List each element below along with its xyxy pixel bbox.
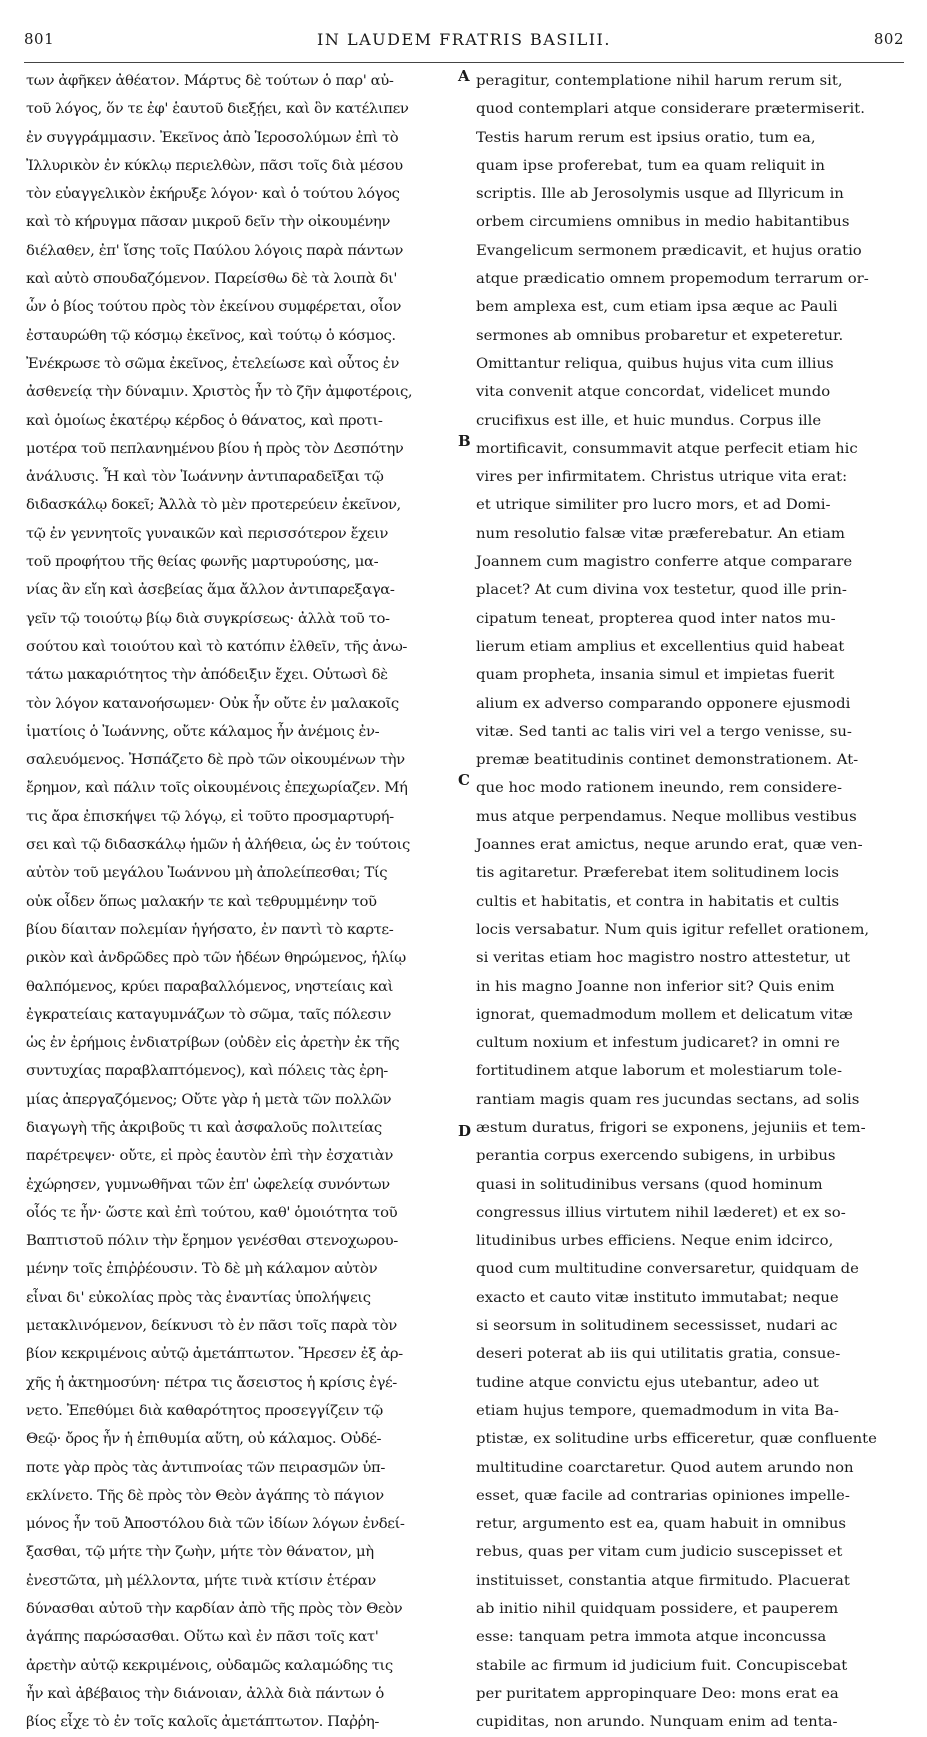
latin-text-line: ab initio nihil quidquam possidere, et pauperem bbox=[476, 1601, 839, 1618]
latin-text-line: Joannem cum magistro conferre atque comparare bbox=[476, 554, 853, 571]
latin-text-line: sermones ab omnibus probaretur et expeteretur. bbox=[476, 327, 844, 344]
latin-text-line: num resolutio falsæ vitæ præferebatur. An etiam bbox=[476, 525, 845, 542]
section-marker-b: B bbox=[458, 432, 471, 450]
greek-text-line: βίου δίαιταν πολεμίαν ἡγήσατο, ἐν παντὶ τὸ καρτε- bbox=[26, 921, 394, 938]
latin-text-line: fortitudinem atque laborum et molestiarum tole- bbox=[476, 1063, 843, 1080]
latin-text-line: rantiam magis quam res jucundas sectans, ad solis bbox=[476, 1091, 860, 1108]
greek-text-line: των ἀφῆκεν ἀθέατον. Μάρτυς δὲ τούτων ὁ παρ' αὐ- bbox=[26, 73, 394, 89]
greek-text-line: ἐν συγγράμμασιν. Ἐκεῖνος ἀπὸ Ἱεροσολύμων ἐπὶ τὸ bbox=[26, 129, 399, 146]
latin-text-line: mortificavit, consummavit atque perfecit etiam hic bbox=[476, 440, 858, 457]
latin-text-line: locis versabatur. Num quis igitur refellet orationem, bbox=[476, 921, 870, 938]
greek-text-line: παρέτρεψεν· οὔτε, εἰ πρὸς ἑαυτὸν ἐπὶ τὴν ἐσχατιὰν bbox=[26, 1148, 393, 1165]
greek-text-line: ἐσταυρώθη τῷ κόσμῳ ἐκεῖνος, καὶ τούτῳ ὁ κόσμος. bbox=[26, 327, 396, 344]
page-number-left: 801 bbox=[24, 30, 55, 48]
greek-text-line: ἔρημον, καὶ πάλιν τοῖς οἰκουμένοις ἐπεχωρίαζεν. Μή bbox=[26, 780, 408, 797]
greek-text-line: διδασκάλῳ δοκεῖ; Ἀλλὰ τὸ μὲν προτερεύειν ἐκεῖνον, bbox=[26, 497, 401, 514]
greek-text-line: ποτε γὰρ πρὸς τὰς ἀντιπνοίας τῶν πειρασμῶν ὑπ- bbox=[26, 1459, 385, 1476]
latin-text-line: retur, argumento est ea, quam habuit in omnibus bbox=[476, 1516, 847, 1533]
latin-text-line: exacto et cauto vitæ instituto immutabat; neque bbox=[476, 1289, 839, 1306]
latin-text-line: quam ipse proferebat, tum ea quam reliquit in bbox=[476, 157, 825, 174]
greek-text-line: ἀγάπης παρώσασθαι. Οὕτω καὶ ἐν πᾶσι τοῖς κατ' bbox=[26, 1629, 379, 1646]
latin-text-line: quam propheta, insania simul et impietas fuerit bbox=[476, 667, 835, 684]
greek-text-line: ἦν καὶ ἀβέβαιος τὴν διάνοιαν, ἀλλὰ διὰ πάντων ὁ bbox=[26, 1685, 384, 1702]
greek-text-line: μετακλινόμενον, δείκνυσι τὸ ἐν πᾶσι τοῖς παρὰ τὸν bbox=[26, 1318, 397, 1335]
running-title: IN LAUDEM FRATRIS BASILII. bbox=[317, 30, 611, 49]
latin-text-line: Omittantur reliqua, quibus hujus vita cum illius bbox=[476, 355, 834, 372]
latin-text-line: ptistæ, ex solitudine urbs efficeretur, quæ confluente bbox=[476, 1431, 877, 1448]
latin-text-line: congressus illius virtutem nihil læderet) et ex so- bbox=[476, 1204, 846, 1221]
greek-text-line: καὶ ὁμοίως ἑκατέρῳ κέρδος ὁ θάνατος, καὶ προτι- bbox=[26, 412, 383, 429]
greek-text-line: Θεῷ· ὄρος ἦν ἡ ἐπιθυμία αὕτη, οὐ κάλαμος. Οὐδέ- bbox=[26, 1431, 382, 1448]
section-marker-d: D bbox=[458, 1122, 472, 1140]
latin-text-line: vita convenit atque concordat, videlicet mundo bbox=[476, 384, 831, 401]
latin-text-line: tis agitaretur. Præferebat item solitudinem locis bbox=[476, 865, 840, 882]
latin-text-line: atque prædicatio omnem propemodum terrarum or- bbox=[476, 271, 869, 288]
latin-text-line: si veritas etiam hoc magistro nostro attestetur, ut bbox=[476, 950, 851, 967]
latin-text-line: in his magno Joanne non inferior sit? Quis enim bbox=[476, 978, 835, 995]
greek-text-line: τοῦ προφήτου τῆς θείας φωνῆς μαρτυρούσης, μα- bbox=[26, 554, 379, 571]
greek-text-line: νίας ἂν εἴη καὶ ἀσεβείας ἅμα ἄλλον ἀντιπαρεξαγα- bbox=[26, 582, 395, 599]
greek-text-line: συντυχίας παραβλαπτόμενος), καὶ πόλεις τὰς ἐρη- bbox=[26, 1063, 388, 1080]
greek-text-line: μοτέρα τοῦ πεπλανημένου βίου ἡ πρὸς τὸν Δεσπότην bbox=[26, 440, 404, 457]
greek-text-line: ἀρετὴν αὐτῷ κεκριμένοις, οὐδαμῶς καλαμώδης τις bbox=[26, 1657, 393, 1674]
latin-text-line: placet? At cum divina vox testetur, quod ille prin- bbox=[476, 582, 847, 599]
latin-text-line: etiam hujus tempore, quemadmodum in vita Ba- bbox=[476, 1402, 839, 1419]
latin-text-line: esse: tanquam petra immota atque inconcussa bbox=[476, 1629, 827, 1646]
section-marker-c: C bbox=[458, 771, 470, 789]
latin-text-line: lierum etiam amplius et excellentius quid habeat bbox=[476, 638, 845, 655]
latin-text-line: deseri poterat ab iis qui utilitatis gratia, consue- bbox=[476, 1346, 841, 1363]
greek-text-line: σούτου καὶ τοιούτου καὶ τὸ κατόπιν ἐλθεῖν, τῆς ἀνω- bbox=[26, 638, 407, 655]
greek-text-line: οὐκ οἶδεν ὅπως μαλακήν τε καὶ τεθρυμμένην τοῦ bbox=[26, 893, 377, 910]
running-header bbox=[24, 30, 904, 56]
latin-text-line: tudine atque convictu ejus utebantur, adeo ut bbox=[476, 1374, 819, 1391]
greek-text-line: τοῦ λόγος, ὅν τε ἐφ' ἑαυτοῦ διεξῄει, καὶ ὃν κατέλιπεν bbox=[26, 101, 409, 118]
latin-text-line: cultum noxium et infestum judicaret? in omni re bbox=[476, 1035, 840, 1052]
greek-text-line: αὐτὸν τοῦ μεγάλου Ἰωάννου μὴ ἀπολείπεσθαι; Τίς bbox=[26, 865, 388, 882]
latin-text-line: crucifixus est ille, et huic mundus. Corpus ille bbox=[476, 412, 822, 429]
latin-text-line: cupiditas, non arundo. Nunquam enim ad tenta- bbox=[476, 1714, 838, 1731]
greek-text-line: βίον κεκριμένοις αὐτῷ ἀμετάπτωτον. Ἤρεσεν ἐξ ἀρ- bbox=[26, 1346, 403, 1363]
latin-text-line: cipatum teneat, propterea quod inter natos mu- bbox=[476, 610, 836, 627]
latin-text-line: Testis harum rerum est ipsius oratio, tum ea, bbox=[476, 129, 816, 146]
latin-column bbox=[476, 67, 900, 1737]
greek-text-line: οἷός τε ἦν· ὥστε καὶ ἐπὶ τούτου, καθ' ὁμοιότητα τοῦ bbox=[26, 1204, 398, 1221]
latin-text-line: æstum duratus, frigori se exponens, jejuniis et tem- bbox=[476, 1119, 866, 1136]
latin-text-line: que hoc modo rationem ineundo, rem considere- bbox=[476, 780, 843, 797]
section-marker-a: A bbox=[458, 67, 470, 85]
latin-text-line: perantia corpus exercendo subigens, in urbibus bbox=[476, 1148, 836, 1165]
latin-text-line: cultis et habitatis, et contra in habitatis et cultis bbox=[476, 893, 840, 910]
latin-text-line: ignorat, quemadmodum mollem et delicatum vitæ bbox=[476, 1006, 854, 1023]
greek-text-line: σαλευόμενος. Ἠσπάζετο δὲ πρὸ τῶν οἰκουμένων τὴν bbox=[26, 752, 405, 769]
greek-text-line: ἐνεστῶτα, μὴ μέλλοντα, μήτε τινὰ κτίσιν ἑτέραν bbox=[26, 1572, 376, 1589]
greek-text-line: τὸν λόγον κατανοήσωμεν· Οὐκ ἦν οὔτε ἐν μαλακοῖς bbox=[26, 695, 399, 712]
greek-text-line: σει καὶ τῷ διδασκάλῳ ἡμῶν ἡ ἀλήθεια, ὡς ἐν τούτοις bbox=[26, 837, 410, 854]
greek-text-line: δύνασθαι αὐτοῦ τὴν καρδίαν ἀπὸ τῆς πρὸς τὸν Θεὸν bbox=[26, 1601, 403, 1618]
greek-column bbox=[26, 67, 458, 1737]
latin-text-line: esset, quæ facile ad contrarias opiniones impelle- bbox=[476, 1487, 850, 1504]
latin-text-line: quod contemplari atque considerare prætermiserit. bbox=[476, 101, 865, 118]
greek-text-line: ἐχώρησεν, γυμνωθῆναι τῶν ἐπ' ὠφελείᾳ συνόντων bbox=[26, 1176, 390, 1193]
latin-text-line: vires per infirmitatem. Christus utrique vita erat: bbox=[476, 469, 848, 486]
greek-text-line: μόνος ἦν τοῦ Ἀποστόλου διὰ τῶν ἰδίων λόγων ἐνδεί- bbox=[26, 1516, 405, 1533]
latin-text-line: stabile ac firmum id judicium fuit. Concupiscebat bbox=[476, 1657, 848, 1674]
greek-text-line: τὸν εὐαγγελικὸν ἐκήρυξε λόγον· καὶ ὁ τούτου λόγος bbox=[26, 186, 400, 203]
latin-text-line: instituisset, constantia atque firmitudo. Placuerat bbox=[476, 1572, 850, 1589]
greek-text-line: εἶναι δι' εὐκολίας πρὸς τὰς ἐναντίας ὑπολήψεις bbox=[26, 1289, 371, 1306]
greek-text-line: εκλίνετο. Τῆς δὲ πρὸς τὸν Θεὸν ἀγάπης τὸ πάγιον bbox=[26, 1487, 384, 1504]
greek-text-line: βίος εἶχε τὸ ἐν τοῖς καλοῖς ἀμετάπτωτον. Παῤῥη- bbox=[26, 1714, 379, 1731]
latin-text-line: quasi in solitudinibus versans (quod hominum bbox=[476, 1176, 823, 1193]
greek-text-line: διαγωγὴ τῆς ἀκριβοῦς τι καὶ ἀσφαλοῦς πολιτείας bbox=[26, 1119, 382, 1136]
latin-text-line: mus atque perpendamus. Neque mollibus vestibus bbox=[476, 808, 857, 825]
latin-text-line: Joannes erat amictus, neque arundo erat, quæ ven- bbox=[476, 837, 863, 854]
latin-text-line: quod cum multitudine conversaretur, quidquam de bbox=[476, 1261, 859, 1278]
latin-text-line: orbem circumiens omnibus in medio habitantibus bbox=[476, 214, 850, 231]
latin-text-line: vitæ. Sed tanti ac talis viri vel a tergo venisse, su- bbox=[476, 723, 852, 740]
greek-text-line: τις ἄρα ἐπισκήψει τῷ λόγῳ, εἰ τοῦτο προσμαρτυρή- bbox=[26, 808, 394, 825]
latin-text-line: peragitur, contemplatione nihil harum rerum sit, bbox=[476, 73, 843, 89]
greek-text-line: ὧν ὁ βίος τούτου πρὸς τὸν ἐκείνου συμφέρεται, οἷον bbox=[26, 299, 401, 316]
latin-text-line: bem amplexa est, cum etiam ipsa æque ac Pauli bbox=[476, 299, 838, 316]
latin-text-line: et utrique similiter pro lucro mors, et ad Domi- bbox=[476, 497, 831, 514]
greek-text-line: θαλπόμενος, κρύει παραβαλλόμενος, νηστείαις καὶ bbox=[26, 978, 394, 995]
latin-text-line: multitudine coarctaretur. Quod autem arundo non bbox=[476, 1459, 854, 1476]
greek-text-line: καὶ αὐτὸ σπουδαζόμενον. Παρείσθω δὲ τὰ λοιπὰ δι' bbox=[26, 271, 398, 288]
greek-text-line: Ἰλλυρικὸν ἐν κύκλῳ περιελθὼν, πᾶσι τοῖς διὰ μέσου bbox=[26, 157, 403, 174]
greek-text-line: Βαπτιστοῦ πόλιν τὴν ἔρημον γενέσθαι στενοχωρου- bbox=[26, 1233, 398, 1250]
latin-text-line: scriptis. Ille ab Jerosolymis usque ad Illyricum in bbox=[476, 186, 844, 203]
greek-text-line: τῷ ἐν γεννητοῖς γυναικῶν καὶ περισσότερον ἔχειν bbox=[26, 525, 388, 542]
latin-text-line: rebus, quas per vitam cum judicio suscepisset et bbox=[476, 1544, 843, 1561]
greek-text-line: ἀσθενείᾳ τὴν δύναμιν. Χριστὸς ἦν τὸ ζῆν ἀμφοτέροις, bbox=[26, 384, 413, 401]
greek-text-line: τάτω μακαριότητος τὴν ἀπόδειξιν ἔχει. Οὑτωσὶ δὲ bbox=[26, 667, 388, 684]
greek-text-line: ρικὸν καὶ ἀνδρῶδες πρὸ τῶν ἡδέων θηρώμενος, ἡλίῳ bbox=[26, 950, 406, 967]
latin-text-line: litudinibus urbes efficiens. Neque enim idcirco, bbox=[476, 1233, 834, 1250]
latin-text-line: si seorsum in solitudinem secessisset, nudari ac bbox=[476, 1318, 838, 1335]
greek-text-line: ἱματίοις ὁ Ἰωάννης, οὔτε κάλαμος ἦν ἀνέμοις ἐν- bbox=[26, 723, 380, 740]
greek-text-line: μίας ἀπεργαζόμενος; Οὔτε γὰρ ἡ μετὰ τῶν πολλῶν bbox=[26, 1091, 392, 1108]
greek-text-line: Ἐνέκρωσε τὸ σῶμα ἐκεῖνος, ἐτελείωσε καὶ οὗτος ἐν bbox=[26, 355, 399, 372]
latin-text-line: alium ex adverso comparando opponere ejusmodi bbox=[476, 695, 851, 712]
greek-text-line: ὡς ἐν ἐρήμοις ἐνδιατρίβων (οὐδὲν εἰς ἀρετὴν ἐκ τῆς bbox=[26, 1035, 400, 1052]
latin-text-line: Evangelicum sermonem prædicavit, et hujus oratio bbox=[476, 242, 862, 259]
greek-text-line: ἐγκρατείαις καταγυμνάζων τὸ σῶμα, ταῖς πόλεσιν bbox=[26, 1006, 391, 1023]
latin-text-line: premæ beatitudinis continet demonstrationem. At- bbox=[476, 752, 859, 769]
latin-text-line: per puritatem appropinquare Deo: mons erat ea bbox=[476, 1685, 839, 1702]
greek-text-line: νετο. Ἐπεθύμει διὰ καθαρότητος προσεγγίζειν τῷ bbox=[26, 1402, 383, 1419]
greek-text-line: γεῖν τῷ τοιούτῳ βίῳ διὰ συγκρίσεως· ἀλλὰ τοῦ το- bbox=[26, 610, 390, 627]
greek-text-line: ἀνάλυσις. Ἦ καὶ τὸν Ἰωάννην ἀντιπαραδεῖξαι τῷ bbox=[26, 469, 384, 486]
greek-text-line: διέλαθεν, ἐπ' ἴσης τοῖς Παύλου λόγοις παρὰ πάντων bbox=[26, 242, 403, 259]
greek-text-line: χῆς ἡ ἀκτημοσύνη· πέτρα τις ἄσειστος ἡ κρίσις ἐγέ- bbox=[26, 1374, 397, 1391]
greek-text-line: μένην τοῖς ἐπιῤῥέουσιν. Τὸ δὲ μὴ κάλαμον αὐτὸν bbox=[26, 1261, 378, 1278]
page-number-right: 802 bbox=[873, 30, 904, 48]
greek-text-line: καὶ τὸ κήρυγμα πᾶσαν μικροῦ δεῖν τὴν οἰκουμένην bbox=[26, 214, 391, 231]
header-rule bbox=[24, 62, 904, 63]
greek-text-line: ξασθαι, τῷ μήτε τὴν ζωὴν, μήτε τὸν θάνατον, μὴ bbox=[26, 1544, 374, 1561]
